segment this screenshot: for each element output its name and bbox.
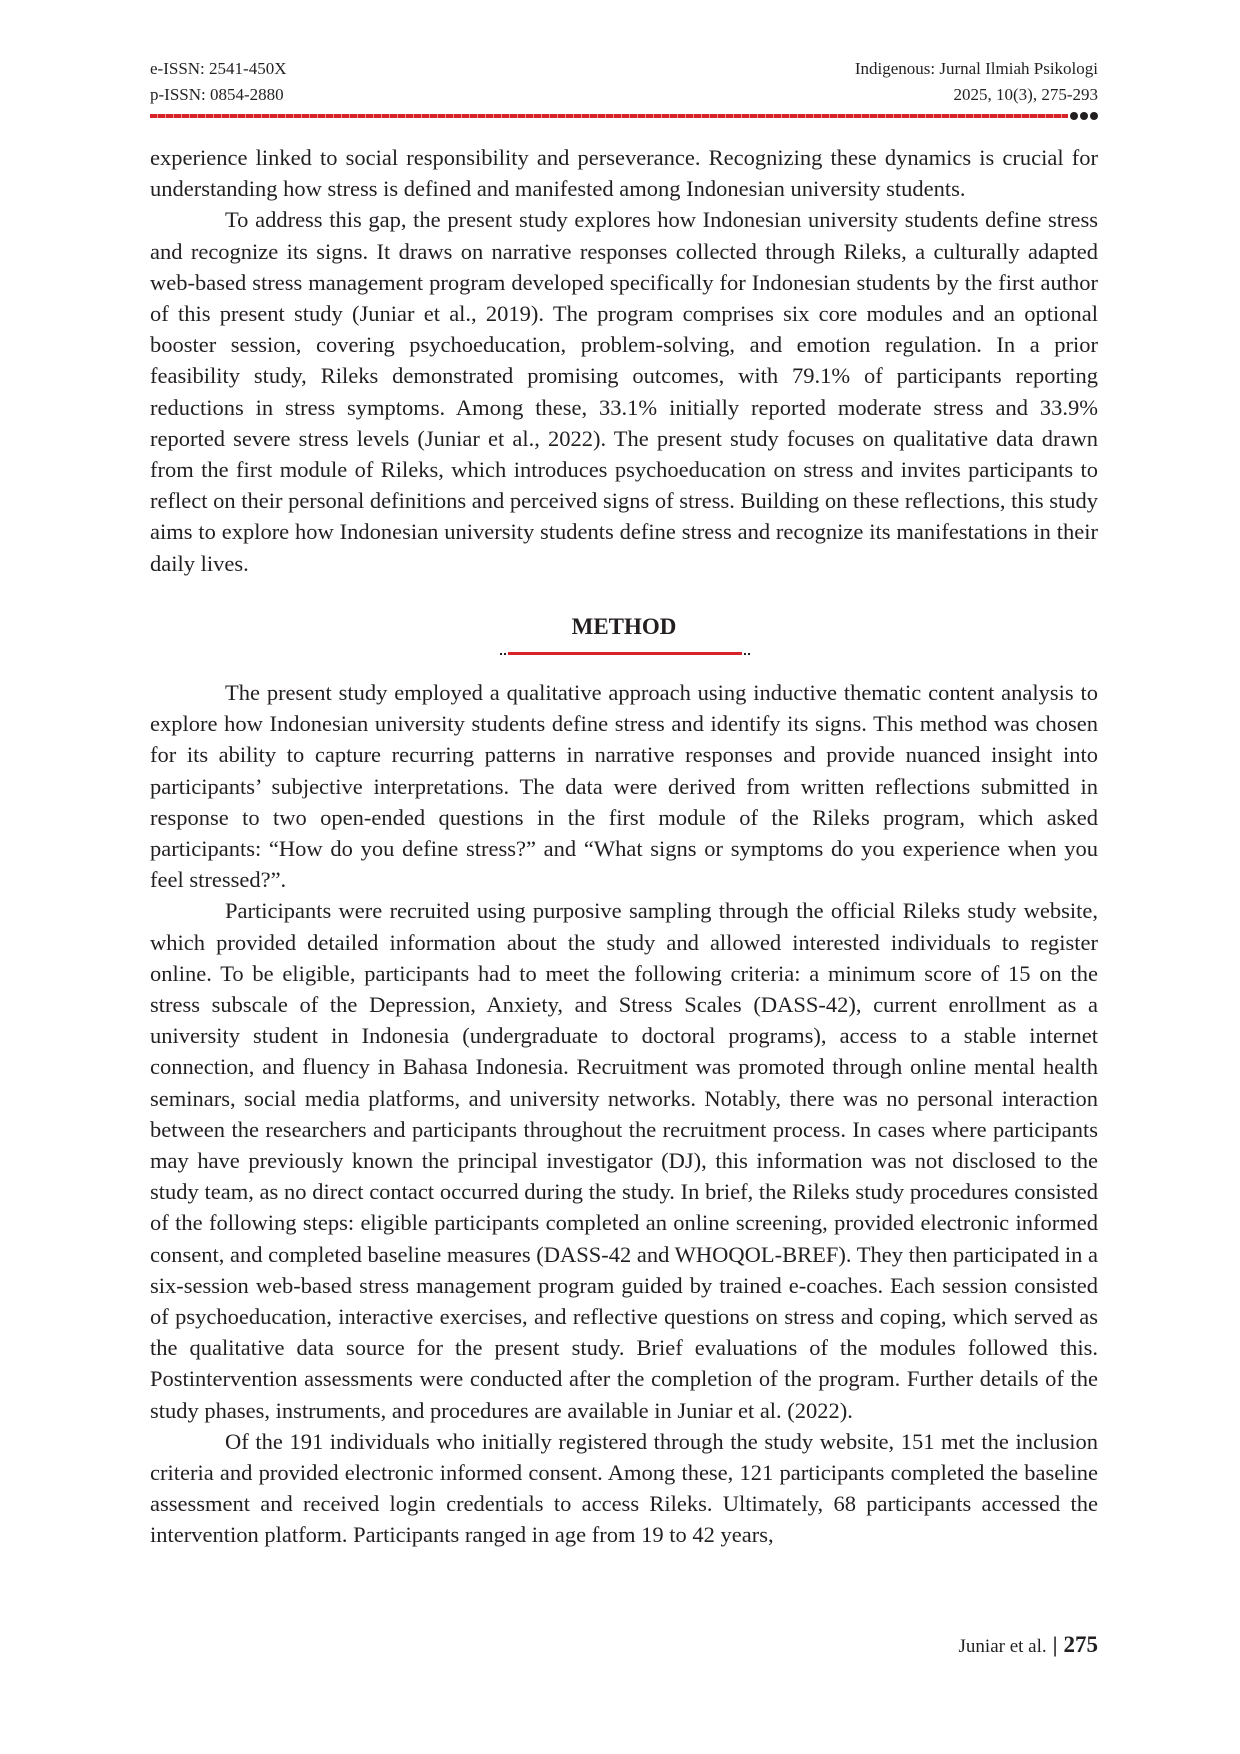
underline-dots-right: [744, 653, 750, 656]
section-underline: [500, 651, 750, 657]
paragraph: experience linked to social responsibility and perseverance. Recognizing these dynamics is crucial for understanding how stress is defined and manifested among Indonesian university students.: [150, 145, 1098, 202]
footer-authors: Juniar et al.: [958, 1636, 1047, 1657]
underline-red-bar: [508, 652, 742, 655]
running-header: [150, 56, 1098, 108]
section-heading: METHOD: [571, 614, 677, 639]
journal-name: Indigenous: Jurnal Ilmiah Psikologi: [854, 59, 1098, 78]
paragraph: Of the 191 individuals who initially registered through the study website, 151 met the inclusion criteria and provided electronic informed consent. Among these, 121 participants completed the baseline assessment and received login credentials to access Rileks. Ultimately, 68 participants accessed the intervention platform. Participants ranged in age from 19 to 42 years,: [150, 1428, 1098, 1548]
header-dots: [1070, 112, 1098, 120]
paragraph: The present study employed a qualitative approach using inductive thematic content analysis to explore how Indonesian university students define stress and identify its signs. This method was chosen for its ability to capture recurring patterns in narrative responses and provide nuanced insight into participants’ subjective interpretations. The data were derived from written reflections submitted in response to two open-ended questions in the first module of the Rileks program, which asked participants: “How do you define stress?” and “What signs or symptoms do you experience when you feel stressed?”.: [150, 680, 1098, 893]
pissn: p-ISSN: 0854-2880: [150, 85, 284, 104]
header-red-line: [150, 114, 1068, 118]
page-footer: [959, 1632, 1098, 1658]
eissn: e-ISSN: 2541-450X: [150, 59, 287, 78]
dot-icon: [1090, 112, 1098, 120]
footer-separator: |: [1052, 1632, 1058, 1657]
volume-info: 2025, 10(3), 275-293: [953, 85, 1098, 104]
intro-text: [150, 142, 1098, 579]
header-rule: [150, 111, 1098, 121]
paragraph: Participants were recruited using purposive sampling through the official Rileks study website, which provided detailed information about the study and allowed interested individuals to register online. To be eligible, participants had to meet the following criteria: a minimum score of 15 on the stress subscale of the Depression, Anxiety, and Stress Scales (DASS-42), current enrollment as a university student in Indonesia (undergraduate to doctoral programs), access to a stable internet connection, and fluency in Bahasa Indonesia. Recruitment was promoted through online mental health seminars, social media platforms, and university networks. Notably, there was no personal interaction between the researchers and participants throughout the recruitment process. In cases where participants may have previously known the principal investigator (DJ), this information was not disclosed to the study team, as no direct contact occurred during the study. In brief, the Rileks study procedures consisted of the following steps: eligible participants completed an online screening, provided electronic informed consent, and completed baseline measures (DASS-42 and WHOQOL-BREF). They then participated in a six-session web-based stress management program guided by trained e-coaches. Each session consisted of psychoeducation, interactive exercises, and reflective questions on stress and coping, which served as the qualitative data source for the present study. Brief evaluations of the modules followed this. Postintervention assessments were conducted after the completion of the program. Further details of the study phases, instruments, and procedures are available in Juniar et al. (2022).: [150, 898, 1098, 1423]
dot-icon: [1070, 112, 1078, 120]
dot-icon: [1080, 112, 1088, 120]
page-number: 275: [1063, 1632, 1098, 1657]
method-text: [150, 677, 1098, 1551]
paragraph: To address this gap, the present study explores how Indonesian university students define stress and recognize its signs. It draws on narrative responses collected through Rileks, a culturally adapted web-based stress management program developed specifically for Indonesian students by the first author of this present study (Juniar et al., 2019). The program comprises six core modules and an optional booster session, covering psychoeducation, problem-solving, and emotion regulation. In a prior feasibility study, Rileks demonstrated promising outcomes, with 79.1% of participants reporting reductions in stress symptoms. Among these, 33.1% initially reported moderate stress and 33.9% reported severe stress levels (Juniar et al., 2022). The present study focuses on qualitative data drawn from the first module of Rileks, which introduces psychoeducation on stress and invites participants to reflect on their personal definitions and perceived signs of stress. Building on these reflections, this study aims to explore how Indonesian university students define stress and recognize its manifestations in their daily lives.: [150, 207, 1098, 576]
underline-dots-left: [500, 653, 506, 656]
